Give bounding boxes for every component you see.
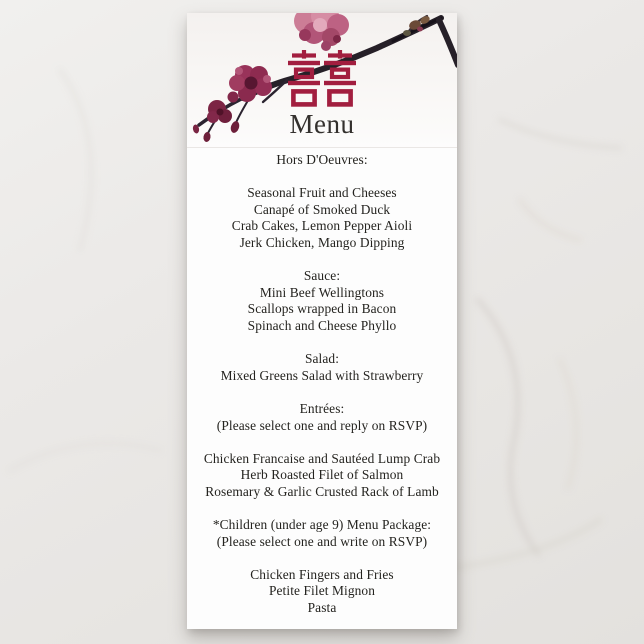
cherry-blossom-photo-header [187,13,457,148]
pink-blossom-cluster [294,13,349,51]
menu-line: Hors D'Oeuvres: [276,152,368,167]
menu-line-spacer [187,500,457,517]
double-happiness-right-half [324,50,356,104]
menu-text [187,152,457,617]
menu-line: Jerk Chicken, Mango Dipping [239,234,405,250]
menu-line: Petite Filet Mignon [268,583,376,599]
menu-line: Mixed Greens Salad with Strawberry [220,367,424,383]
menu-line: (Please select one and reply on RSVP) [216,417,428,433]
menu-line: Seasonal Fruit and Cheeses [247,185,397,201]
menu-line: Salad: [304,351,340,367]
menu-line: *Children (under age 9) Menu Package: [212,517,432,533]
menu-line-spacer [187,550,457,567]
menu-line: Spinach and Cheese Phyllo [247,317,397,333]
menu-line: Crab Cakes, Lemon Pepper Aioli [231,218,413,234]
menu-line: Pasta [307,600,337,616]
menu-line: Chicken Fingers and Fries [250,566,394,582]
menu-line: Sauce: [303,268,341,284]
menu-line: Mini Beef Wellingtons [259,284,385,300]
menu-line: Chicken Francaise and Sautéed Lump Crab [203,450,441,466]
menu-line: Rosemary & Garlic Crusted Rack of Lamb [205,483,439,499]
menu-line-spacer [187,434,457,451]
menu-line-spacer [187,335,457,352]
menu-line-spacer [187,169,457,186]
menu-title: Menu [289,109,355,139]
menu-line: Entrées: [299,400,345,416]
double-happiness-icon [288,50,356,110]
menu-line: Herb Roasted Filet of Salmon [240,467,404,483]
menu-line-spacer [187,384,457,401]
menu-line: (Please select one and write on RSVP) [216,533,428,549]
menu-card [187,13,457,629]
menu-line-spacer [187,252,457,269]
double-happiness-left-half [288,50,320,104]
menu-line: Canapé of Smoked Duck [253,201,391,217]
menu-line: Scallops wrapped in Bacon [247,301,397,317]
